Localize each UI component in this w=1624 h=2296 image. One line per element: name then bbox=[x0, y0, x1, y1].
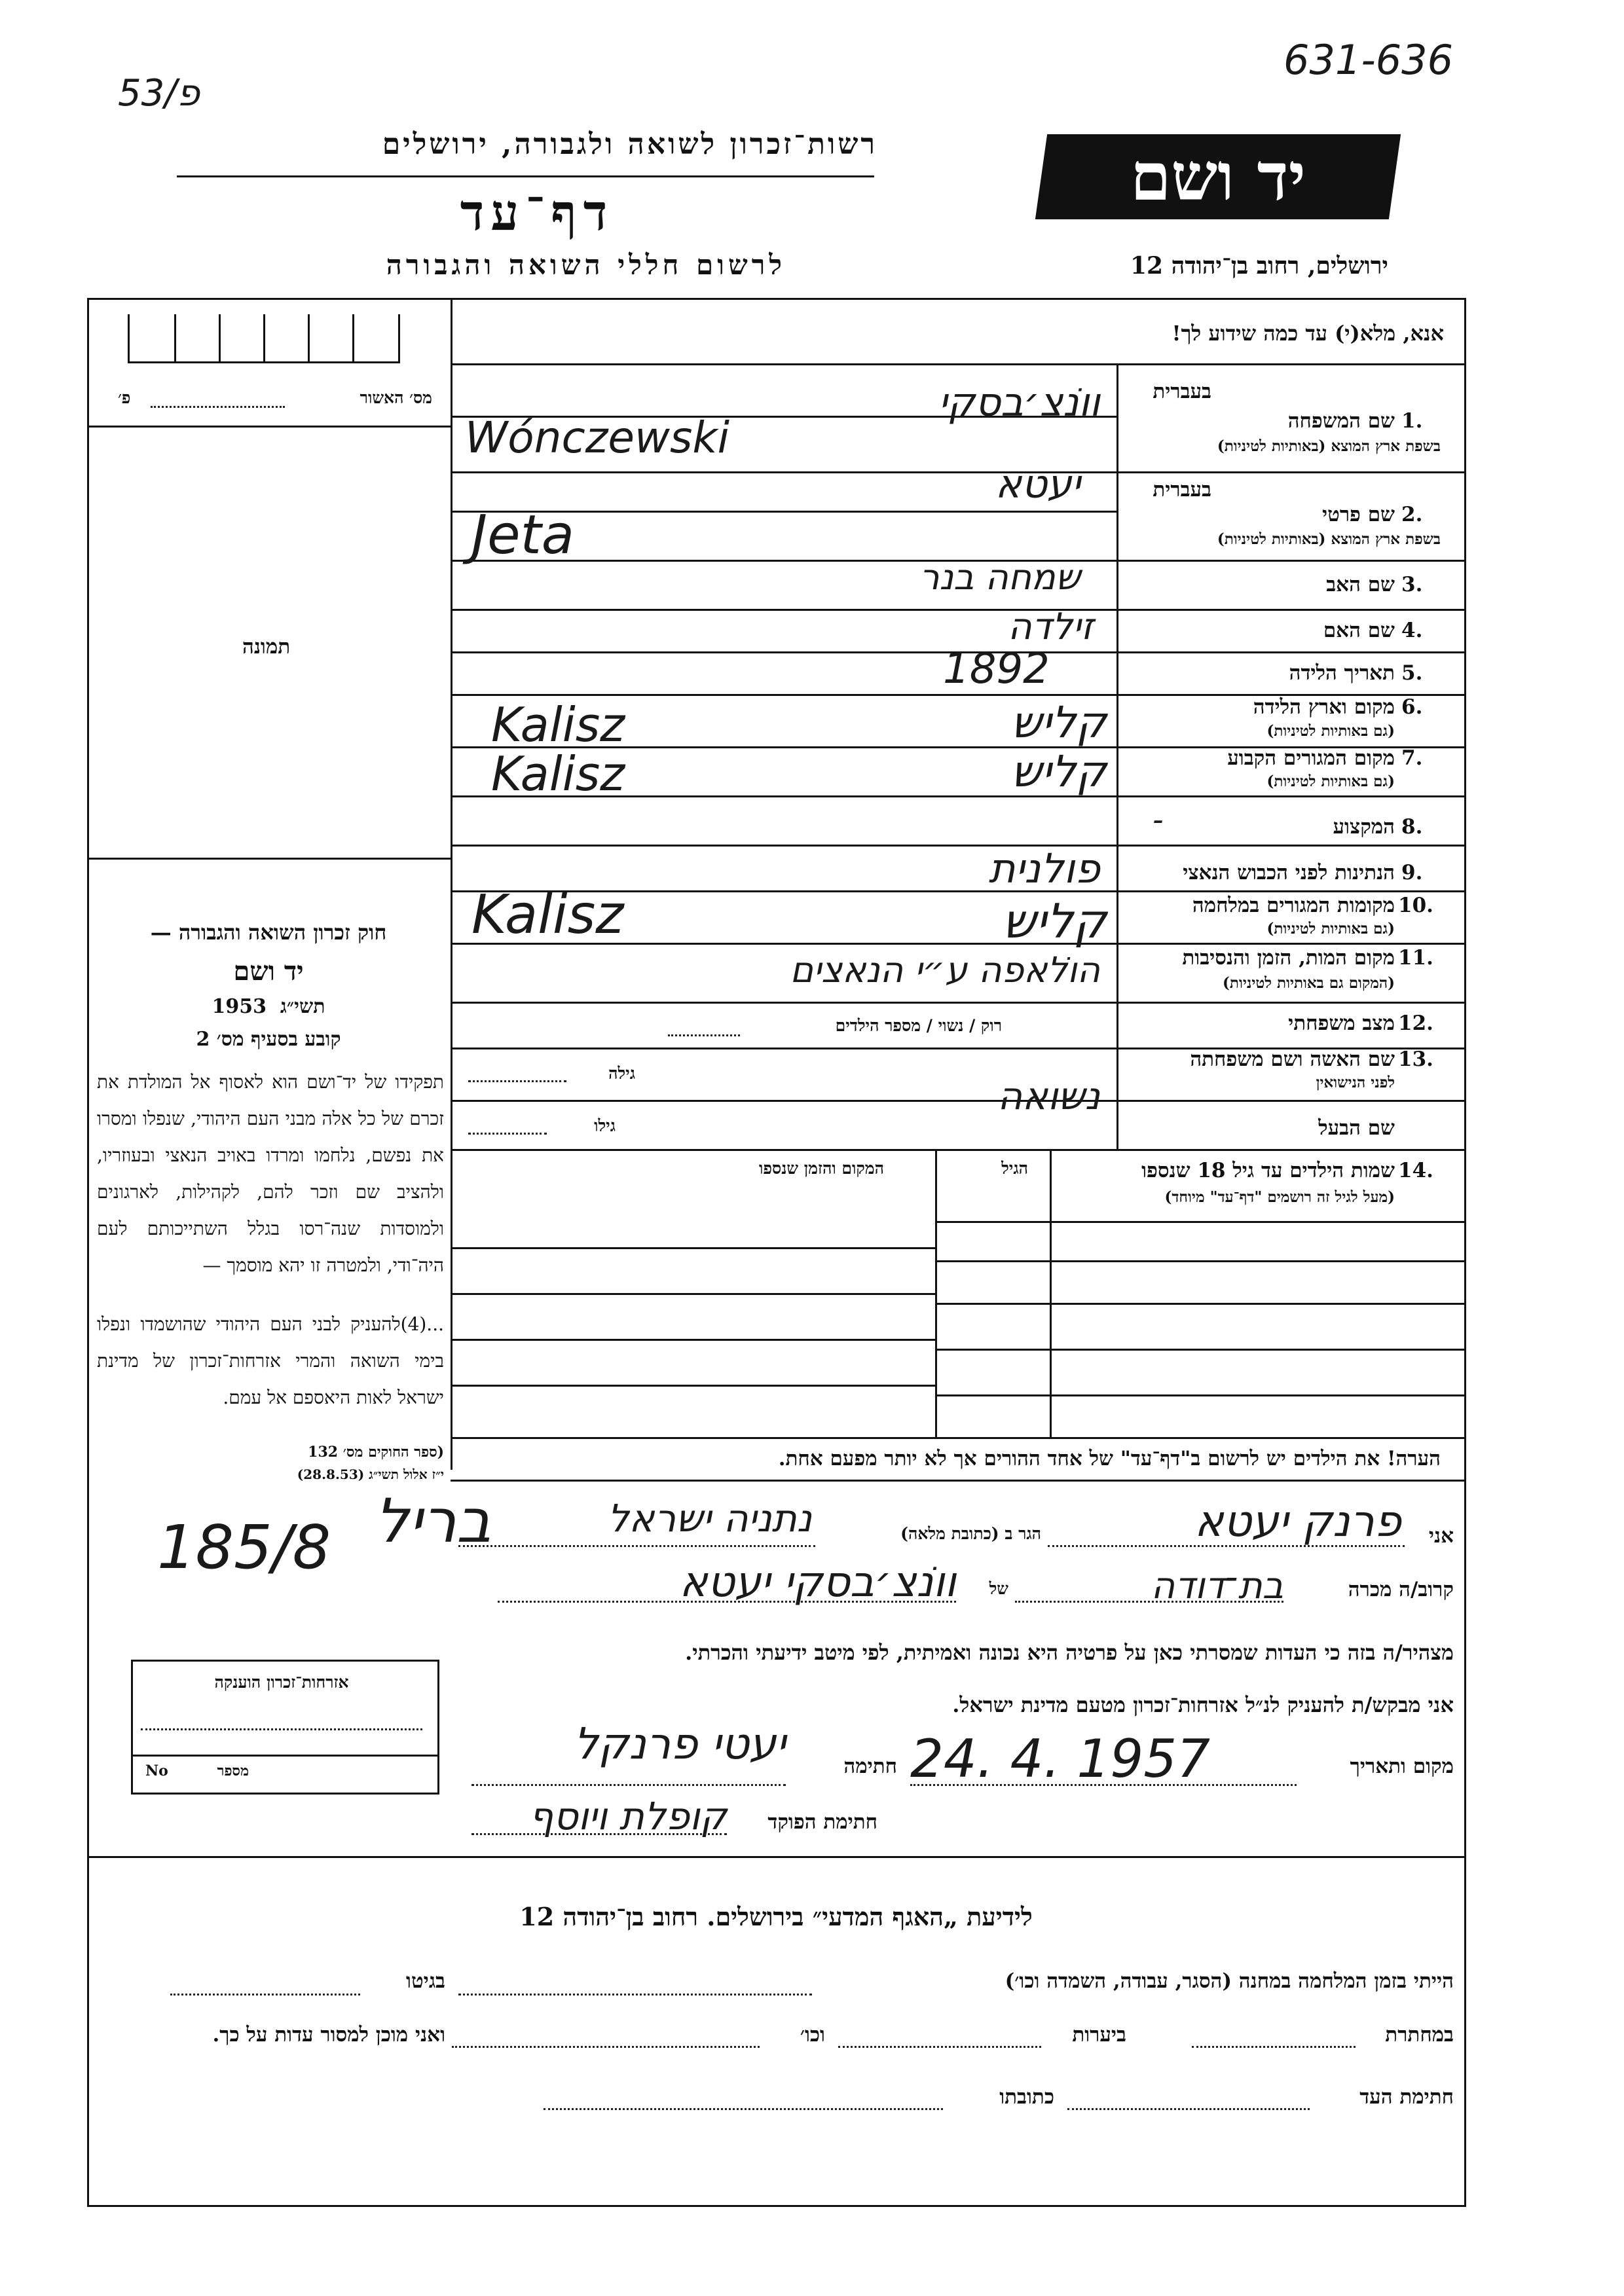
field-2-hebrew-value[interactable]: יעטא bbox=[995, 462, 1080, 507]
law-clause: קובע בסעיף מס׳ 2 bbox=[196, 1028, 341, 1051]
approval-number-label: מס׳ האשור bbox=[360, 388, 432, 407]
bottom-underground: במחתרת bbox=[1385, 2023, 1454, 2047]
form-title: דף־עד bbox=[460, 183, 614, 242]
citizenship-no: No bbox=[145, 1762, 168, 1779]
approval-number-suffix: פ׳ bbox=[118, 388, 131, 407]
field-3-value[interactable]: שמחה בנר bbox=[919, 556, 1080, 598]
field-1-hebrew-tag: בעברית bbox=[1153, 380, 1211, 403]
children-note: הערה! את הילדים יש לרשום ב"דף־עד" של אחד ההורים אך לא יותר מפעם אחת. bbox=[778, 1447, 1441, 1470]
field-1-number: 1. bbox=[1401, 409, 1423, 433]
field-4-label: שם האם bbox=[1323, 619, 1395, 642]
yad-vashem-address: ירושלים, רחוב בן־יהודה 12 bbox=[1130, 252, 1388, 280]
approval-number-boxes[interactable] bbox=[128, 314, 400, 363]
signature-label: חתימה bbox=[843, 1755, 897, 1778]
margin-note-word: בריל bbox=[375, 1486, 491, 1556]
field-1-label: שם המשפחה bbox=[1287, 409, 1395, 433]
declaration-text: מצהיר/ה בזה כי העדות שמסרתי כאן על פרטיה היא נכונה ואמיתית, לפי מיטב ידיעתי והכרתי. bbox=[685, 1640, 1454, 1665]
field-11-value[interactable]: הוֹלאפה ע״י הנאצים bbox=[790, 949, 1100, 991]
field-13-age-label: גילה bbox=[608, 1064, 635, 1083]
field-6-hebrew-value[interactable]: קליש bbox=[1011, 697, 1107, 748]
place-date-value[interactable]: 24. 4. 1957 bbox=[910, 1728, 1211, 1789]
law-text: תפקידו של יד־ושם הוא לאסוף אל המולדת את זכרם של כל אלה מבני העם היהודי, שנפלו ומסרו את נפשם, נלחמו ומרדו באויב הנאצי ובעוזריו, ולהציב שם וזכר להם, לקהילות, לארגונים ולמוסדות שנה־רסו בגלל השתייכותם לעם היה־ודי, ולמטרה זו יהא מוסמך — bbox=[97, 1071, 444, 1276]
field-1-sub: בשפת ארץ המוצא (באותיות לטיניות) bbox=[1217, 437, 1441, 455]
field-4-value[interactable]: זילדה bbox=[1008, 606, 1094, 648]
field-10-hebrew-value[interactable]: קליש bbox=[1002, 894, 1107, 949]
field-10-sub: (גם באותיות לטיניות) bbox=[1266, 920, 1395, 938]
margin-note-number: 185/8 bbox=[157, 1512, 331, 1582]
field-10-label: מקומות המגורים במלחמה bbox=[1192, 894, 1395, 917]
bottom-ghetto: בגיטו bbox=[406, 1969, 445, 1993]
law-year-heb: תשי״ג bbox=[280, 995, 325, 1018]
archive-mark-right: 631-636 bbox=[1283, 36, 1454, 84]
field-9-value[interactable]: פולנית bbox=[988, 845, 1100, 892]
children-place-header: המקום והזמן שנספו bbox=[759, 1159, 884, 1178]
relation-of-value[interactable]: ווֹנצ׳בסקי יעטא bbox=[679, 1558, 956, 1607]
law-year: 1953 bbox=[212, 995, 267, 1018]
field-6-sub: (גם באותיות לטיניות) bbox=[1266, 722, 1395, 740]
field-11-sub: (המקום גם באותיות לטיניות) bbox=[1223, 974, 1395, 992]
logo-text: יד ושם bbox=[1130, 138, 1306, 215]
bottom-forests: ביערות bbox=[1072, 2023, 1126, 2047]
field-1-latin-value[interactable]: Wónczewski bbox=[465, 412, 729, 463]
children-sub: (מעל לגיל זה רושמים "דף־עד" מיוחד) bbox=[1164, 1188, 1395, 1206]
photo-label: תמונה bbox=[242, 635, 291, 659]
citizenship-title: אזרחות־זכרון הוענקה bbox=[214, 1673, 349, 1692]
field-8-number: 8. bbox=[1401, 815, 1423, 839]
field-2-hebrew-tag: בעברית bbox=[1153, 478, 1211, 501]
field-13-label: שם האשה ושם משפחתה bbox=[1190, 1048, 1395, 1071]
field-2-label: שם פרטי bbox=[1321, 503, 1395, 526]
bottom-witness-signature: חתימת העד bbox=[1359, 2085, 1454, 2109]
field-7-sub: (גם באותיות לטיניות) bbox=[1266, 773, 1395, 790]
bottom-etc: וכו׳ bbox=[800, 2023, 825, 2047]
archive-mark-left: 53/פ bbox=[118, 72, 200, 115]
form-subtitle: לרשום חללי השואה והגבורה bbox=[386, 249, 786, 281]
field-12-label: מצב משפחתי bbox=[1288, 1011, 1395, 1035]
relation-label: קרוב/ה מכרה bbox=[1348, 1578, 1454, 1601]
field-5-value[interactable]: 1892 bbox=[943, 645, 1050, 693]
field-13-sub: לפני הנישואין bbox=[1316, 1074, 1395, 1091]
field-9-label: הנתינות לפני הכבוש הנאצי bbox=[1183, 861, 1395, 884]
request-text: אני מבקש/ת להעניק לנ״ל אזרחות־זכרון מטעם מדינת ישראל. bbox=[952, 1692, 1454, 1717]
field-13-number: 13. bbox=[1398, 1048, 1433, 1071]
field-5-number: 5. bbox=[1401, 661, 1423, 685]
instruction: אנא, מלא(י) עד כמה שידוע לך! bbox=[1172, 321, 1444, 346]
field-3-number: 3. bbox=[1401, 573, 1423, 596]
field-8-value[interactable]: - bbox=[1153, 802, 1164, 837]
field-11-label: מקום המות, הזמן והנסיבות bbox=[1182, 946, 1395, 970]
field-2-sub: בשפת ארץ המוצא (באותיות לטיניות) bbox=[1217, 530, 1441, 548]
field-11-number: 11. bbox=[1398, 946, 1433, 970]
field-9-number: 9. bbox=[1401, 861, 1423, 884]
field-10-number: 10. bbox=[1398, 894, 1433, 917]
children-number: 14. bbox=[1398, 1159, 1433, 1182]
law-text-2: ...(4)להעניק לבני העם היהודי שהושמדו ונפלו בימי השואה והמרי אזרחות־זכרון של מדינת ישראל לאות היאספם אל עמם. bbox=[97, 1313, 444, 1408]
bottom-title: לידיעת „האגף המדעי״ בירושלים. רחוב בן־יהודה 12 bbox=[519, 1902, 1033, 1931]
field-12-number: 12. bbox=[1398, 1011, 1433, 1035]
field-2-number: 2. bbox=[1401, 503, 1423, 526]
declarant-ani: אני bbox=[1428, 1524, 1454, 1548]
field-13-value[interactable]: נשואה bbox=[997, 1074, 1100, 1118]
signature-value[interactable]: יעטי פרנקל bbox=[574, 1719, 786, 1769]
law-reference-date: י״ז אלול תשי״ג (28.8.53) bbox=[297, 1467, 444, 1482]
official-signature-value[interactable]: קופלת ויוסף bbox=[528, 1794, 727, 1838]
law-name: יד ושם bbox=[233, 956, 304, 987]
authority-name: רשות־זכרון לשואה ולגבורה, ירושלים bbox=[382, 128, 877, 161]
bottom-address: כתובתו bbox=[999, 2085, 1054, 2109]
field-7-latin-value[interactable]: Kalisz bbox=[491, 746, 625, 801]
field-1-hebrew-value[interactable]: ווֹנצ׳בסקי bbox=[938, 380, 1100, 426]
field-6-number: 6. bbox=[1401, 695, 1423, 719]
field-7-number: 7. bbox=[1401, 746, 1423, 770]
place-date-label: מקום ותאריך bbox=[1350, 1755, 1454, 1778]
husband-label: שם הבעל bbox=[1318, 1116, 1395, 1140]
children-age-header: הגיל bbox=[1001, 1159, 1028, 1178]
field-5-label: תאריך הלידה bbox=[1289, 661, 1395, 685]
field-6-label: מקום וארץ הלידה bbox=[1253, 695, 1395, 719]
field-6-latin-value[interactable]: Kalisz bbox=[491, 697, 625, 752]
citizenship-number-label: מספר bbox=[217, 1762, 249, 1779]
relation-of: של bbox=[989, 1579, 1008, 1598]
yad-vashem-logo bbox=[1035, 134, 1401, 219]
field-12-options: רוק / נשוי / מספר הילדים bbox=[835, 1016, 1002, 1035]
field-7-label: מקום המגורים הקבוע bbox=[1227, 746, 1395, 770]
children-label: שמות הילדים עד גיל 18 שנספו bbox=[1141, 1159, 1395, 1182]
field-4-number: 4. bbox=[1401, 619, 1423, 642]
field-8-label: המקצוע bbox=[1333, 815, 1395, 839]
bottom-line-1: הייתי בזמן המלחמה במחנה (הסגר, עבודה, השמדה וכו׳) bbox=[1005, 1969, 1454, 1993]
field-10-latin-value[interactable]: Kalisz bbox=[471, 884, 624, 946]
official-signature-label: חתימת הפוקד bbox=[767, 1810, 877, 1834]
relation-value[interactable]: בת־דודה bbox=[1151, 1565, 1283, 1607]
field-3-label: שם האב bbox=[1326, 573, 1395, 596]
law-year-line bbox=[95, 995, 442, 1018]
declarant-address[interactable]: נתניה ישראל bbox=[607, 1496, 812, 1540]
declarant-residing: הגר ב (כתובת מלאה) bbox=[900, 1524, 1041, 1543]
law-title: חוק זכרון השואה והגבורה — bbox=[150, 920, 387, 945]
husband-age-label: גילו bbox=[594, 1116, 616, 1135]
bottom-ready: ואני מוכן למסור עדות על כך. bbox=[212, 2023, 445, 2047]
law-reference: (ספר החוקים מס׳ 132 bbox=[308, 1444, 444, 1461]
declarant-name[interactable]: פרנק יעטא bbox=[1194, 1496, 1401, 1546]
field-7-hebrew-value[interactable]: קליש bbox=[1011, 746, 1107, 797]
field-2-latin-value[interactable]: Jeta bbox=[471, 504, 575, 566]
